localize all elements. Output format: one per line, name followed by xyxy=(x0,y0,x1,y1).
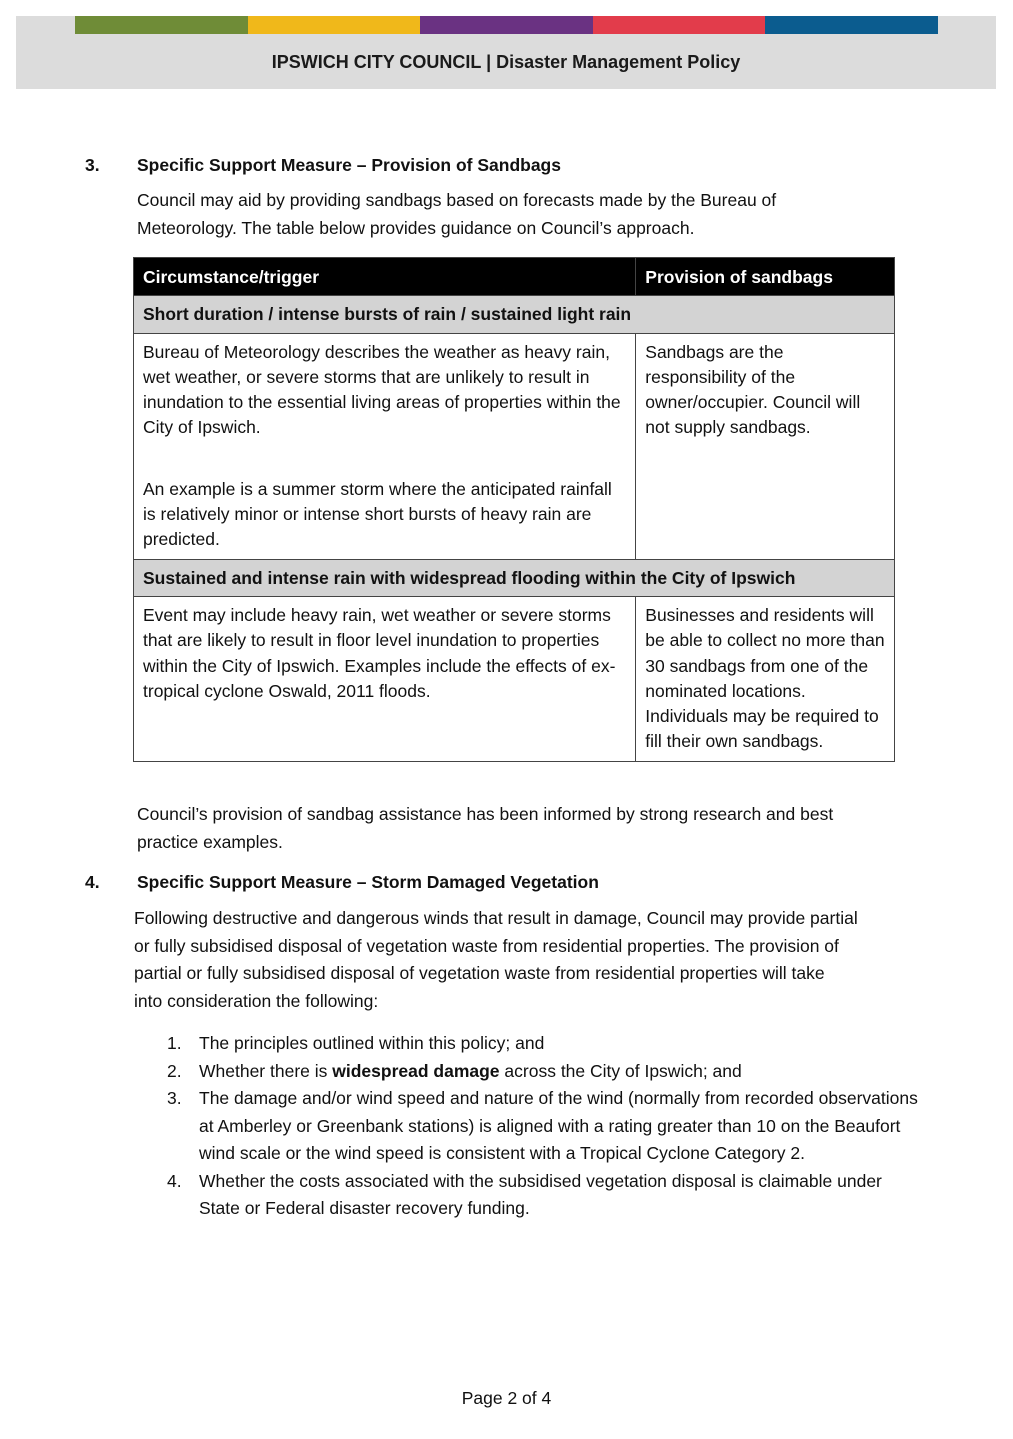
group-1-circumstance-para-1: Bureau of Meteorology describes the weather as heavy rain, wet weather, or severe storms that are unlikely to result in inundation to the essential living areas of properties within the City of Ipswich. xyxy=(143,341,621,438)
page-number: Page 2 of 4 xyxy=(461,1388,552,1408)
group-2-subhead: Sustained and intense rain with widespread flooding within the City of Ipswich xyxy=(134,559,895,596)
section-3-closing-line-1: Council’s provision of sandbag assistance has been informed by strong research and best xyxy=(137,804,834,824)
section-4-intro xyxy=(134,905,954,1015)
list-item-marker: 4. xyxy=(167,1170,182,1191)
section-4-intro-line-2: or fully subsidised disposal of vegetation waste from residential properties. The provision of xyxy=(134,935,839,956)
list-item xyxy=(167,1168,927,1223)
header-provision: Provision of sandbags xyxy=(636,258,895,296)
section-4-intro-line-3: partial or fully subsidised disposal of vegetation waste from residential properties will take xyxy=(134,963,825,983)
color-segment-yellow xyxy=(248,16,421,34)
section-3-intro-line-2: Meteorology. The table below provides guidance on Council’s approach. xyxy=(137,217,695,238)
color-segment-blue xyxy=(765,16,938,34)
list-item-emphasis: widespread damage xyxy=(332,1060,500,1081)
group-1-circumstance xyxy=(134,333,636,559)
group-1-subhead: Short duration / intense bursts of rain / sustained light rain xyxy=(134,296,895,333)
list-item xyxy=(167,1058,927,1086)
vegetation-criteria-list xyxy=(167,1030,927,1223)
section-4-intro-line-4: into consideration the following: xyxy=(134,990,379,1011)
list-item-text-after: across the City of Ipswich; and xyxy=(499,1060,742,1081)
list-item-text: The damage and/or wind speed and nature of the wind (normally from recorded observations at Amberley or Greenbank stations) is aligned with a rating greater than 10 on the Beaufort wind scale or the wind speed is consistent with a Tropical Cyclone Category 2. xyxy=(199,1088,918,1163)
header-circumstance: Circumstance/trigger xyxy=(134,258,636,296)
section-3-intro xyxy=(137,187,937,242)
group-1-circumstance-para-2: An example is a summer storm where the anticipated rainfall is relatively minor or intense short bursts of heavy rain are predicted. xyxy=(143,478,612,550)
section-3-number: 3. xyxy=(85,155,100,175)
table-row xyxy=(134,596,895,761)
section-4-intro-line-1: Following destructive and dangerous winds that result in damage, Council may provide partial xyxy=(134,908,858,928)
sandbag-provision-table xyxy=(133,257,895,762)
section-4-heading xyxy=(85,872,599,893)
group-2-provision: Businesses and residents will be able to collect no more than 30 sandbags from one of the nominated locations. Individuals may be required to fill their own sandbags. xyxy=(636,596,895,761)
section-3-intro-line-1: Council may aid by providing sandbags based on forecasts made by the Bureau of xyxy=(137,190,777,210)
list-item-text: Whether the costs associated with the subsidised vegetation disposal is claimable under State or Federal disaster recovery funding. xyxy=(199,1170,882,1218)
color-segment-green xyxy=(75,16,248,34)
list-item-marker: 3. xyxy=(167,1088,182,1108)
list-item-text: The principles outlined within this policy; and xyxy=(199,1033,545,1053)
table-row xyxy=(134,333,895,559)
table-subhead-row xyxy=(134,559,895,596)
color-segment-purple xyxy=(420,16,593,34)
list-item-marker: 2. xyxy=(167,1060,182,1081)
group-1-provision: Sandbags are the responsibility of the owner/occupier. Council will not supply sandbags. xyxy=(636,333,895,559)
table-header-row xyxy=(134,258,895,296)
list-item xyxy=(167,1030,927,1058)
section-4-title: Specific Support Measure – Storm Damaged Vegetation xyxy=(137,872,599,892)
section-3-title: Specific Support Measure – Provision of Sandbags xyxy=(137,155,561,175)
list-item-marker: 1. xyxy=(167,1033,182,1053)
header-color-bar xyxy=(75,16,938,34)
section-3-closing xyxy=(137,801,937,856)
section-3-closing-line-2: practice examples. xyxy=(137,831,283,852)
list-item xyxy=(167,1085,927,1168)
section-3-heading xyxy=(85,155,561,176)
header-title: IPSWICH CITY COUNCIL | Disaster Management Policy xyxy=(271,52,741,72)
section-4-number: 4. xyxy=(85,872,100,892)
group-2-circumstance: Event may include heavy rain, wet weather or severe storms that are likely to result in floor level inundation to properties within the City of Ipswich. Examples include the effects of ex-tropical cyclone Oswald, 2011 floods. xyxy=(134,596,636,761)
table-subhead-row xyxy=(134,296,895,333)
list-item-text-before: Whether there is xyxy=(199,1060,333,1081)
color-segment-red xyxy=(593,16,766,34)
